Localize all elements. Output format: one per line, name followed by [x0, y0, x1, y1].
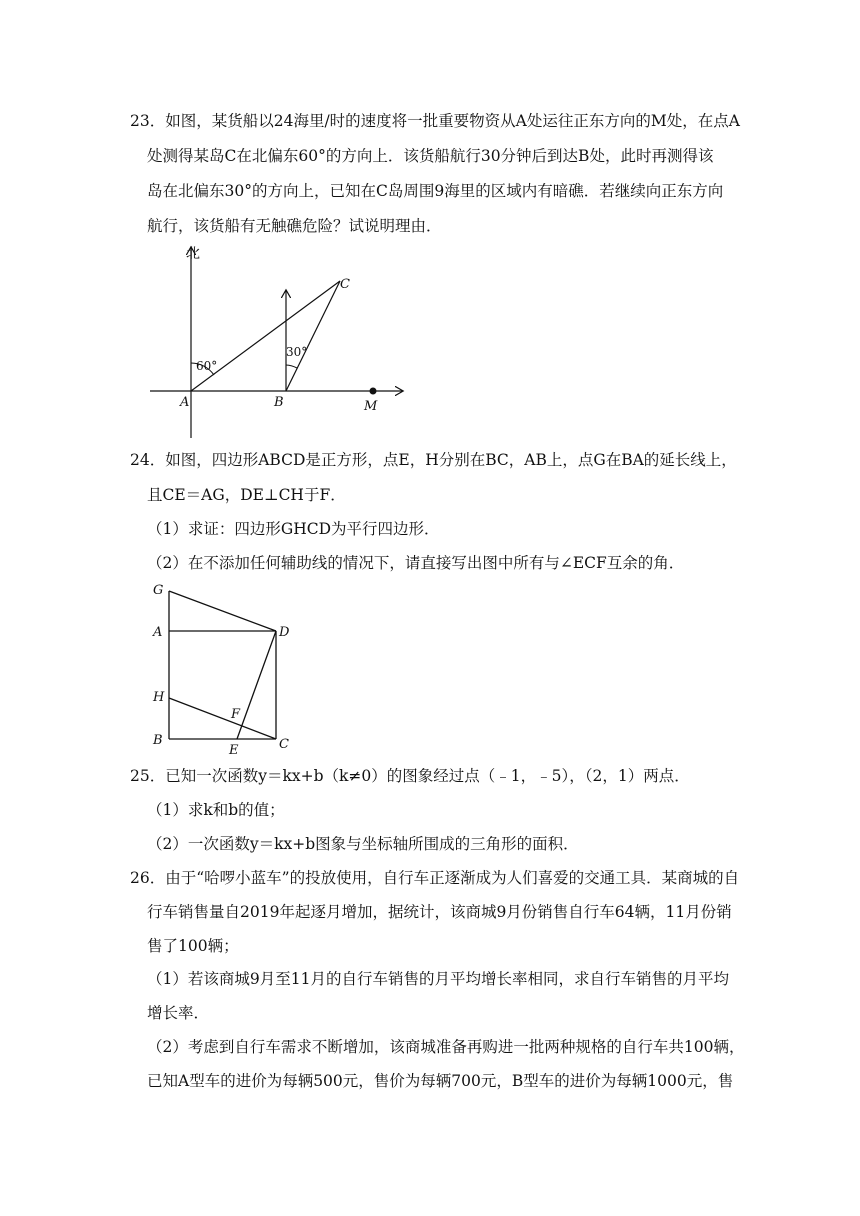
segment-gd: [169, 591, 276, 631]
angle-label-a: 60°: [196, 359, 218, 373]
q26-sub-2-line-1: （2）考虑到自行车需求不断增加，该商城准备再购进一批两种规格的自行车共100辆，: [147, 1038, 745, 1056]
label-c: C: [340, 277, 350, 292]
q24-figure: [145, 578, 305, 756]
q24-line-2: 且CE＝AG，DE⊥CH于F．: [147, 486, 346, 504]
segment-de: [237, 631, 276, 739]
label-c: C: [279, 737, 289, 752]
q26-line-2: 行车销售量自2019年起逐月增加，据统计，该商城9月份销售自行车64辆，11月份销: [147, 903, 732, 921]
point-m: [370, 388, 377, 395]
q26-sub-2-line-2: 已知A型车的进价为每辆500元，售价为每辆700元，B型车的进价为每辆1000元，售: [147, 1072, 734, 1090]
label-a: A: [153, 625, 163, 640]
label-b: B: [274, 395, 284, 410]
q26-line-3: 售了100辆；: [147, 937, 239, 955]
q25-sub-2: （2）一次函数y＝kx+b图象与坐标轴所围成的三角形的面积．: [147, 835, 579, 853]
label-a: A: [180, 395, 190, 410]
q24-line-1: 24．如图，四边形ABCD是正方形，点E，H分别在BC，AB上，点G在BA的延长线上，: [130, 451, 737, 469]
q25-sub-1: （1）求k和b的值；: [147, 801, 285, 819]
q23-line-4: 航行，该货船有无触礁危险？试说明理由．: [147, 217, 442, 235]
q23-line-1: 23．如图，某货船以24海里/时的速度将一批重要物资从A处运往正东方向的M处，在点A: [130, 112, 740, 130]
q24-sub-2: （2）在不添加任何辅助线的情况下，请直接写出图中所有与∠ECF互余的角．: [147, 554, 685, 572]
segment-bc: [286, 281, 340, 391]
label-f: F: [231, 707, 241, 722]
label-h: H: [153, 690, 165, 705]
q25-line: 25．已知一次函数y＝kx+b（k≠0）的图象经过点（﹣1，﹣5），（2，1）两点．: [130, 767, 690, 785]
north-label: 北: [186, 246, 200, 262]
q26-line-1: 26．由于“哈啰小蓝车”的投放使用，自行车正逐渐成为人们喜爱的交通工具．某商城的自: [130, 869, 740, 887]
label-d: D: [279, 625, 290, 640]
angle-label-b: 30°: [286, 345, 308, 359]
label-b: B: [153, 733, 163, 748]
label-e: E: [229, 743, 239, 756]
angle-arc-b: [286, 365, 297, 368]
q23-figure: [140, 236, 420, 444]
q23-line-2: 处测得某岛C在北偏东60°的方向上．该货船航行30分钟后到达B处，此时再测得该: [147, 147, 714, 165]
label-m: M: [364, 399, 378, 414]
q26-sub-1-line-1: （1）若该商城9月至11月的自行车销售的月平均增长率相同，求自行车销售的月平均: [147, 970, 729, 988]
q24-sub-1: （1）求证：四边形GHCD为平行四边形．: [147, 520, 440, 538]
q23-line-3: 岛在北偏东30°的方向上，已知在C岛周围9海里的区域内有暗礁．若继续向正东方向: [147, 182, 724, 200]
label-g: G: [153, 583, 164, 598]
q26-sub-1-line-2: 增长率．: [147, 1004, 210, 1022]
segment-hc: [169, 698, 276, 739]
